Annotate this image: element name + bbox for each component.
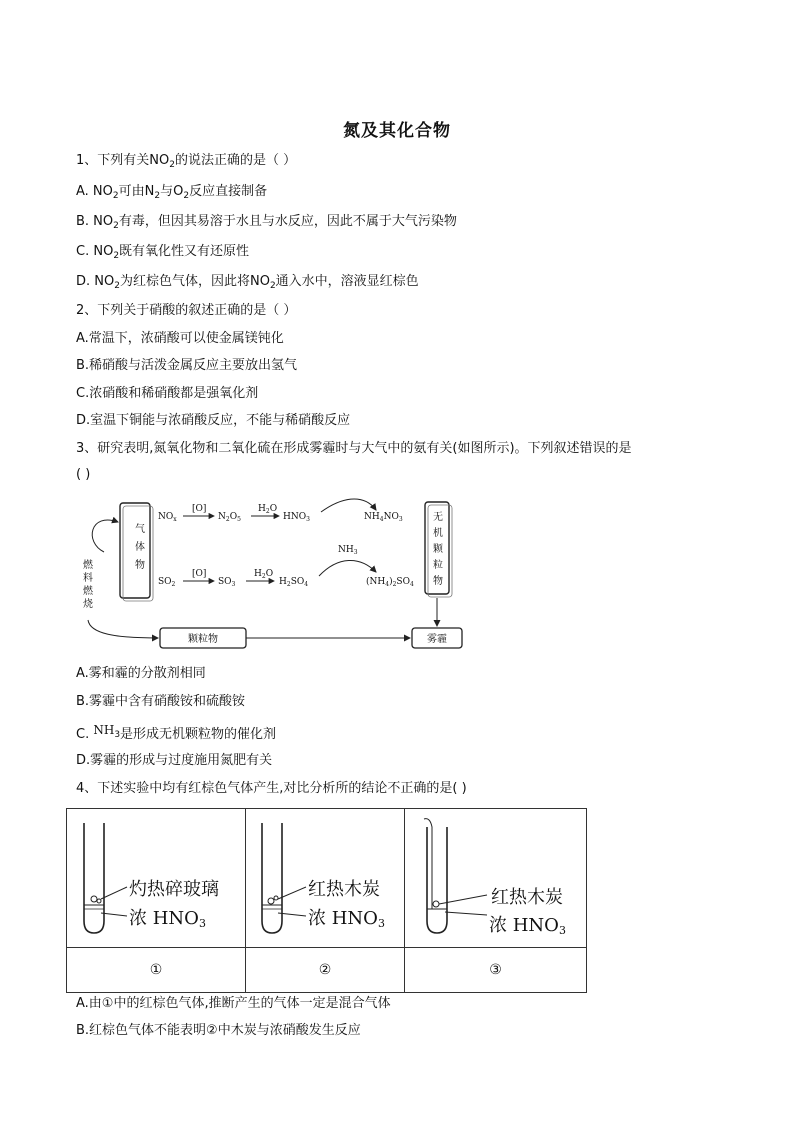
exp1-acid-label: 浓 $HNO_3$ [129,908,206,930]
q1-option-d: D. $NO_2$为红棕色气体，因此将$NO_2$通入水中，溶液显红棕色 [76,274,419,291]
n2o5-formula: $N_2O_5$ [218,512,241,523]
q3-option-a: A.雾和霾的分散剂相同 [76,666,206,681]
experiment-number-1: ① [67,948,246,993]
nh42so4-formula: $(NH_4)_2SO_4$ [366,577,414,588]
exp3-acid-label: 浓 $HNO_3$ [489,915,566,937]
gas-label-3: 物 [135,560,145,571]
vertical-char: 烧 [83,599,93,610]
haze-label: 雾霾 [427,634,447,645]
q2-option-c: C.浓硝酸和稀硝酸都是强氧化剂 [76,386,259,401]
q3-option-c: C. $NH_3$是形成无机颗粒物的催化剂 [76,723,277,742]
gas-label-1: 气 [135,524,145,535]
vertical-char: 物 [433,576,443,587]
experiment-number-3: ③ [405,948,587,993]
exp3-solid-label: 红热木炭 [491,887,563,908]
experiment-table [66,808,587,993]
water-label-2: $H_2O$ [254,569,274,580]
vertical-char: 燃 [83,560,93,571]
so3-formula: $SO_3$ [218,577,236,588]
h2so4-formula: $H_2SO_4$ [279,577,309,588]
q1-option-a: A. $NO_2$可由$N_2$与$O_2$反应直接制备 [76,184,268,201]
q2-option-a: A.常温下，浓硝酸可以使金属镁钝化 [76,331,284,346]
fuel-combustion-label [83,558,94,610]
oxidation-label-2: [O] [192,569,207,579]
q2-stem: 2、下列关于硝酸的叙述正确的是（ ） [76,303,297,318]
vertical-char: 颗 [433,544,443,555]
hno3-formula: $HNO_3$ [283,512,310,523]
nox-formula: $NO_x$ [158,512,177,523]
exp2-acid-label: 浓 $HNO_3$ [308,908,385,930]
q2-option-d: D.室温下铜能与浓硝酸反应，不能与稀硝酸反应 [76,413,351,428]
fuel-to-gas-arrow [92,520,118,552]
experiment-cell-1 [67,809,246,948]
experiment-number-2: ② [246,948,405,993]
q4-option-b: B.红棕色气体不能表明②中木炭与浓硝酸发生反应 [76,1023,361,1038]
inorganic-label [433,511,444,587]
q4-option-a: A.由①中的红棕色气体,推断产生的气体一定是混合气体 [76,996,391,1011]
nh3-formula: $NH_3$ [338,545,358,556]
vertical-char: 机 [433,528,443,539]
nh4no3-formula: $NH_4NO_3$ [364,512,403,523]
q4-stem: 4、下述实验中均有红棕色气体产生,对比分析所的结论不正确的是( ) [76,781,467,796]
experiment-cell-3 [405,809,587,948]
q3-option-d: D.雾霾的形成与过度施用氮肥有关 [76,753,273,768]
water-label-1: $H_2O$ [258,504,278,515]
page-title: 氮及其化合物 [343,121,451,141]
exp2-solid-label: 红热木炭 [308,879,380,900]
q1-option-c: C. $NO_2$既有氧化性又有还原性 [76,244,250,261]
so2-formula: $SO_2$ [158,577,176,588]
haze-formation-diagram [76,492,468,654]
vertical-char: 燃 [83,586,93,597]
fuel-to-particle-arrow [88,620,158,638]
vertical-char: 无 [433,512,443,523]
vertical-char: 料 [83,573,93,584]
exp1-solid-label: 灼热碎玻璃 [129,879,219,900]
particle-label: 颗粒物 [188,634,218,645]
q3-option-b: B.雾霾中含有硝酸铵和硫酸铵 [76,694,246,709]
experiment-cell-2 [246,809,405,948]
oxidation-label-1: [O] [192,504,207,514]
q3-stem-paren: ( ) [76,467,91,482]
q3-stem: 3、研究表明,氮氧化物和二氧化硫在形成雾霾时与大气中的氨有关(如图所示)。下列叙述错误的是 [76,441,632,456]
vertical-char: 粒 [433,560,443,571]
gas-label-2: 体 [135,542,145,553]
q1-option-b: B. $NO_2$有毒，但因其易溶于水且与水反应，因此不属于大气污染物 [76,214,457,231]
q2-option-b: B.稀硝酸与活泼金属反应主要放出氢气 [76,358,298,373]
q1-stem: 1、下列有关$NO_2$的说法正确的是（ ） [76,153,297,170]
